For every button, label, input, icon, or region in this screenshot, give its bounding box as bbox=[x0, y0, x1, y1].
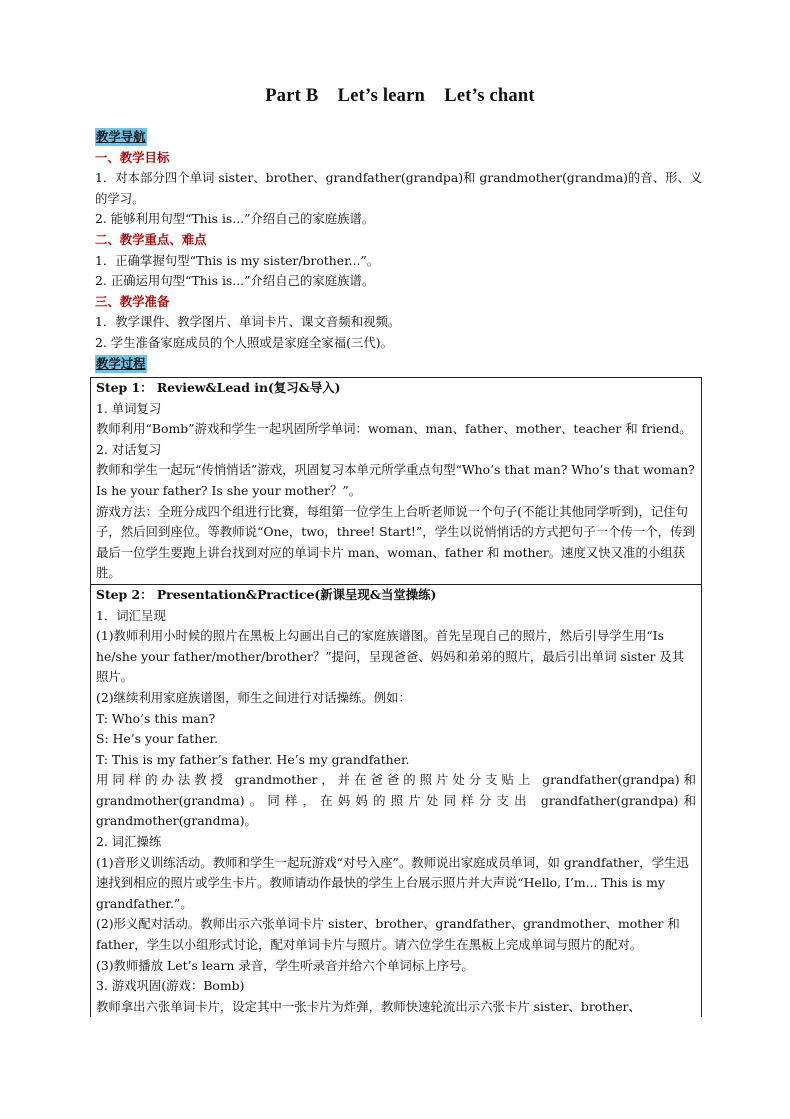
step2-line: (1)教师利用小时候的照片在黑板上勾画出自己的家庭族谱图。首先呈现自己的照片，然后引导学生用“Is he/she your father/mother/brother？”提问，呈现爸爸、妈妈和弟弟的照片，最后引出单词 sister 及其照片。 bbox=[96, 628, 685, 685]
step1-line: 教师和学生一起玩“传悄悄话”游戏，巩固复习本单元所学重点句型“Who’s that man? Who’s that woman? Is he your father? Is she your mother？”。 bbox=[96, 462, 695, 498]
step2-line: S: He’s your father. bbox=[96, 731, 219, 747]
step2-line: 2. 词汇操练 bbox=[96, 834, 162, 850]
page-title: Part B Let’s learn Let’s chant bbox=[265, 86, 535, 106]
step2-line: (1)音形义训练活动。教师和学生一起玩游戏“对号入座”。教师说出家庭成员单词，如 grandfather，学生迅速找到相应的照片或学生卡片。教师请动作最快的学生上台展示照片并大声说“Hello, I’m... This is my grandfather.”。 bbox=[96, 854, 689, 911]
step2-line: (2)继续利用家庭族谱图，师生之间进行对话操练。例如： bbox=[96, 689, 411, 705]
step1-heading: Step 1： Review&Lead in(复习&导入) bbox=[96, 380, 341, 395]
preparation-item: 1．教学课件、教学图片、单词卡片、课文音频和视频。 bbox=[95, 314, 401, 330]
section-heading-preparation: 三、教学准备 bbox=[95, 293, 170, 309]
step2-line: (3)教师播放 Let’s learn 录音，学生听录音并给六个单词标上序号。 bbox=[96, 957, 474, 973]
step2-line: T: This is my father’s father. He’s my grandfather. bbox=[96, 751, 410, 767]
step2-line: 1．词汇呈现 bbox=[96, 607, 166, 623]
teaching-guide-label: 教学导航 bbox=[96, 129, 146, 144]
step2-line: 教师拿出六张单词卡片，设定其中一张卡片为炸弹，教师快速轮流出示六张卡片 sister、brother、 bbox=[96, 998, 641, 1014]
step2-line: T: Who’s this man? bbox=[96, 710, 216, 726]
step2-line: 用同样的办法教授 grandmother，并在爸爸的照片处分支贴上 grandfather(grandpa)和 grandmother(grandma)。同样，在妈妈的照片处同样分支出 grandfather(grandpa)和 grandmother(grandma)。 bbox=[96, 772, 696, 829]
step1-line: 2. 对话复习 bbox=[96, 441, 162, 457]
step2-line: (2)形义配对活动。教师出示六张单词卡片 sister、brother、grandfather、grandmother、mother 和 father，学生以小组形式讨论，配对单词卡片与照片。请六位学生在黑板上完成单词与照片的配对。 bbox=[96, 916, 680, 953]
key-point-item: 1．正确掌握句型“This is my sister/brother...”。 bbox=[95, 252, 380, 268]
teaching-process-label: 教学过程 bbox=[96, 355, 146, 371]
step1-line: 1. 单词复习 bbox=[96, 400, 162, 416]
section-heading-key-points: 二、教学重点、难点 bbox=[95, 231, 207, 247]
step2-heading: Step 2： Presentation&Practice(新课呈现&当堂操练) bbox=[96, 586, 437, 602]
teaching-process-table bbox=[90, 377, 702, 1017]
objective-item: 1．对本部分四个单词 sister、brother、grandfather(grandpa)和 grandmother(grandma)的音、形、义的学习。 bbox=[95, 170, 703, 206]
key-point-item: 2. 正确运用句型“This is...”介绍自己的家庭族谱。 bbox=[95, 273, 375, 289]
step2-line: 3. 游戏巩固(游戏：Bomb) bbox=[96, 978, 245, 994]
step1-line: 游戏方法：全班分成四个组进行比赛，每组第一位学生上台听老师说一个句子(不能让其他同学听到)，记住句子，然后回到座位。等教师说“One，two，three! Start!”，学生以说悄悄话的方式把句子一个传一个，传到最后一位学生要跑上讲台找到对应的单词卡片 man、woman、father 和 mother。速度又快又准的小组获胜。 bbox=[96, 503, 695, 581]
step2-cell bbox=[91, 584, 701, 1017]
section-heading-objectives: 一、教学目标 bbox=[95, 149, 170, 165]
preparation-item: 2. 学生准备家庭成员的个人照或是家庭全家福(三代)。 bbox=[95, 334, 394, 350]
step1-cell bbox=[91, 378, 701, 584]
lesson-intro bbox=[95, 127, 705, 374]
objective-item: 2. 能够利用句型“This is...”介绍自己的家庭族谱。 bbox=[95, 211, 375, 227]
step1-line: 教师利用“Bomb”游戏和学生一起巩固所学单词：woman、man、father、mother、teacher 和 friend。 bbox=[96, 421, 692, 437]
